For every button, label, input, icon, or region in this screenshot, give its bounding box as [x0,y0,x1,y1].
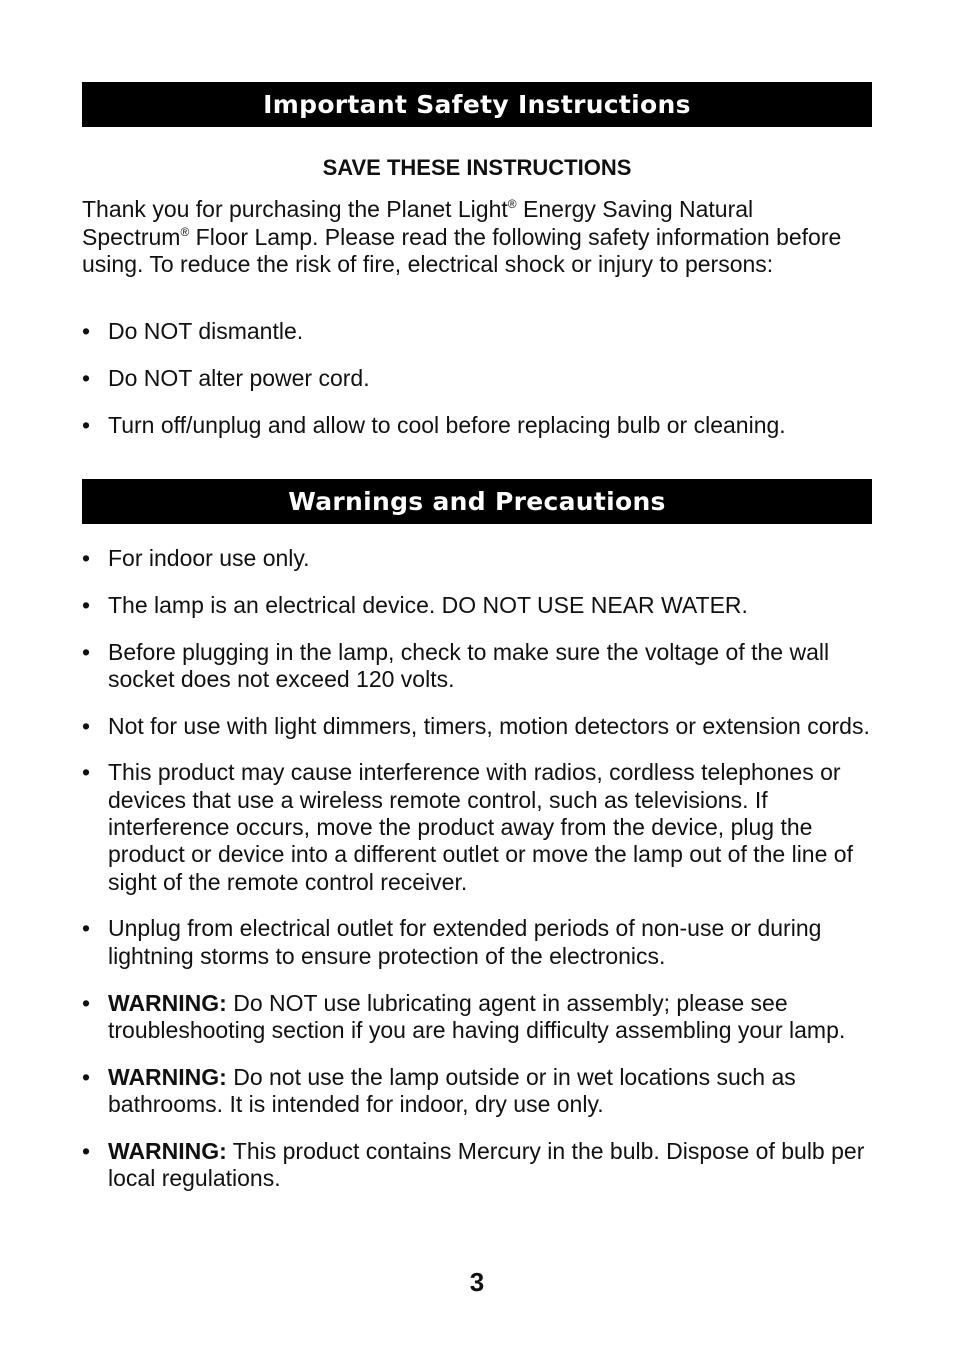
list-item: • Before plugging in the lamp, check to make sure the voltage of the wall socket does not exceed 120 volts. [82,638,830,692]
list-item: • For indoor use only. [82,545,310,571]
bullet-icon: • [82,364,91,391]
registered-mark: ® [507,197,517,211]
section-title: Warnings and Precautions [288,487,666,516]
bullet-icon: • [82,759,91,786]
section-title: Important Safety Instructions [263,90,691,119]
safety-list [82,318,882,439]
list-item: • Unplug from electrical outlet for extended periods of non-use or during lightning storms to ensure protection of the electronics. [82,915,822,969]
bullet-icon: • [82,545,91,571]
bullet-icon: • [82,1063,91,1090]
warning-label: WARNING: [108,1137,227,1164]
bullet-icon: • [82,638,91,665]
warning-label: WARNING: [108,1063,227,1090]
section-banner-warnings [82,479,872,524]
page-number: 3 [469,1267,485,1297]
list-item: • Not for use with light dimmers, timers, motion detectors or extension cords. [82,712,870,739]
registered-mark: ® [180,224,190,239]
save-instructions-heading: SAVE THESE INSTRUCTIONS [322,155,632,180]
bullet-icon: • [82,989,91,1016]
bullet-icon: • [82,915,91,942]
list-item: • The lamp is an electrical device. DO NOT USE NEAR WATER. [82,591,748,618]
warnings-list [82,545,877,1192]
list-item: • Do NOT dismantle. [82,318,304,344]
bullet-icon: • [82,318,91,344]
bullet-icon: • [82,591,91,618]
warning-label: WARNING: [108,989,227,1016]
bullet-icon: • [82,712,91,739]
intro-paragraph: Thank you for purchasing the Planet Light® Energy Saving Natural Spectrum® Floor Lamp. Please read the following safety information before using. To reduce the risk of fire, electrical shock or injury to persons: [82,196,842,277]
warning-item: • WARNING: Do not use the lamp outside or in wet locations such as bathrooms. It is intended for indoor, dry use only. [82,1063,796,1117]
section-banner-safety [82,82,872,127]
warning-item: • WARNING: This product contains Mercury in the bulb. Dispose of bulb per local regulations. [82,1137,865,1192]
warning-item: • WARNING: Do NOT use lubricating agent in assembly; please see troubleshooting section if you are having difficulty assembling your lamp. [82,989,846,1043]
list-item: • This product may cause interference with radios, cordless telephones or devices that use a wireless remote control, such as televisions. If interference occurs, move the product away from the device, plug the product or device into a different outlet or move the lamp out of the line of sight of the remote control receiver. [82,759,853,895]
bullet-icon: • [82,411,91,438]
list-item: • Do NOT alter power cord. [82,364,370,391]
bullet-icon: • [82,1137,91,1164]
list-item: • Turn off/unplug and allow to cool before replacing bulb or cleaning. [82,411,786,438]
